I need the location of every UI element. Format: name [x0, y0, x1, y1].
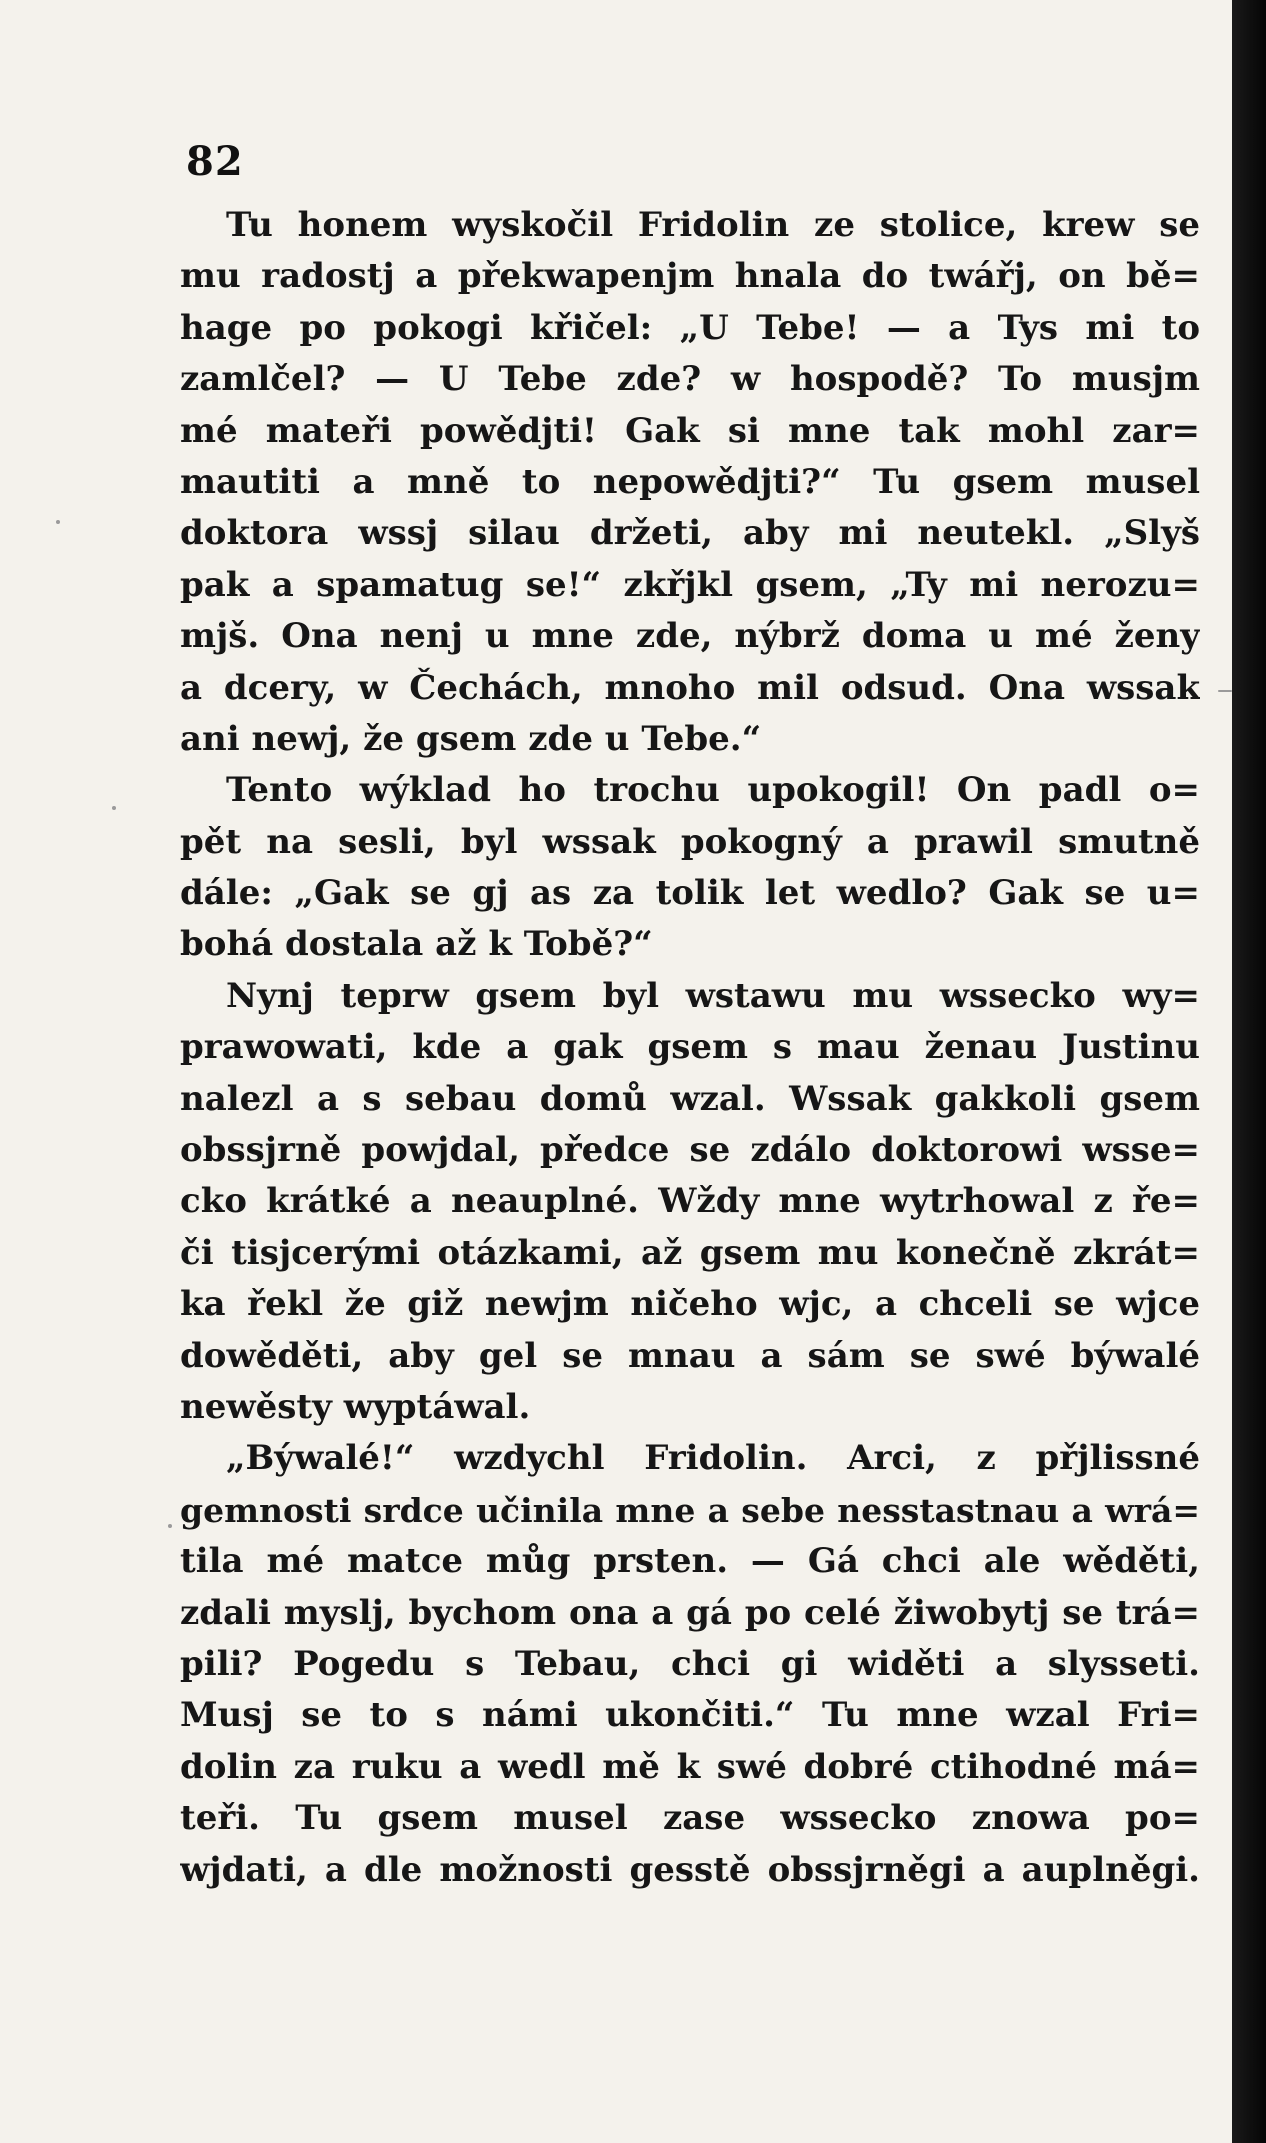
- text-line: zamlčel? — U Tebe zde? w hospodě? To musjm: [180, 359, 1200, 400]
- text-line: Tu honem wyskočil Fridolin ze stolice, krew se: [226, 205, 1200, 245]
- text-line: pak a spamatug se!“ zkřjkl gsem, „Ty mi nerozu=: [180, 564, 1200, 605]
- text-line: a dcery, w Čechách, mnoho mil odsud. Ona wssak: [180, 667, 1200, 708]
- paper-speck: [56, 520, 60, 524]
- text-line: pět na sesli, byl wssak pokogný a prawil smutně: [180, 821, 1200, 862]
- text-line: bohá dostala až k Tobě?“: [180, 924, 653, 965]
- text-line: mjš. Ona nenj u mne zde, nýbrž doma u mé ženy: [180, 616, 1200, 657]
- text-line: obssjrně powjdal, předce se zdálo doktorowi wsse=: [180, 1130, 1200, 1171]
- text-line: dolin za ruku a wedl mě k swé dobré ctihodné má=: [180, 1746, 1200, 1787]
- page-edge-shadow: [1232, 0, 1266, 2143]
- text-line: mé mateři powědjti! Gak si mne tak mohl zar=: [180, 410, 1200, 451]
- text-line: pili? Pogedu s Tebau, chci gi widěti a slysseti.: [180, 1643, 1200, 1684]
- text-line: zdali myslj, bychom ona a gá po celé žiwobytj se trá=: [180, 1592, 1200, 1633]
- paper-speck: [168, 1524, 172, 1528]
- text-line: Musj se to s námi ukončiti.“ Tu mne wzal Fri=: [180, 1695, 1200, 1736]
- text-line: hage po pokogi křičel: „U Tebe! — a Tys mi to: [180, 307, 1200, 348]
- text-line: ka řekl že giž newjm ničeho wjc, a chceli se wjce: [180, 1284, 1200, 1325]
- text-line: mu radostj a překwapenjm hnala do twářj, on bě=: [180, 256, 1200, 297]
- text-line: doktora wssj silau držeti, aby mi neutekl. „Slyš: [180, 513, 1200, 554]
- text-line: nalezl a s sebau domů wzal. Wssak gakkoli gsem: [180, 1078, 1200, 1119]
- text-line: cko krátké a neauplné. Wždy mne wytrhowal z ře=: [180, 1181, 1200, 1222]
- paper-speck: [112, 806, 116, 810]
- text-line: dále: „Gak se gj as za tolik let wedlo? Gak se u=: [180, 873, 1200, 914]
- text-line: wjdati, a dle možnosti gesstě obssjrněgi a auplněgi.: [180, 1849, 1200, 1890]
- text-line: prawowati, kde a gak gsem s mau ženau Justinu: [180, 1027, 1200, 1068]
- text-line: mautiti a mně to nepowědjti?“ Tu gsem musel: [180, 461, 1200, 502]
- text-line: gemnosti srdce učinila mne a sebe nesstastnau a wrá=: [180, 1490, 1200, 1530]
- text-line: tila mé matce můg prsten. — Gá chci ale wěděti,: [180, 1541, 1200, 1582]
- page-number: 82: [186, 138, 244, 185]
- body-text: [180, 200, 1200, 1896]
- text-line: Tento wýklad ho trochu upokogil! On padl o=: [226, 770, 1200, 811]
- text-line: či tisjcerými otázkami, až gsem mu konečně zkrát=: [180, 1232, 1200, 1273]
- text-line: „Býwalé!“ wzdychl Fridolin. Arci, z přjlissné: [226, 1438, 1200, 1479]
- text-line: newěsty wyptáwal.: [180, 1386, 531, 1427]
- text-line: dowěděti, aby gel se mnau a sám se swé býwalé: [180, 1335, 1200, 1376]
- text-line: ani newj, že gsem zde u Tebe.“: [180, 718, 762, 759]
- paper-speck: [1218, 690, 1232, 692]
- text-line: teři. Tu gsem musel zase wssecko znowa po=: [180, 1798, 1200, 1839]
- text-line: Nynj teprw gsem byl wstawu mu wssecko wy=: [226, 975, 1200, 1016]
